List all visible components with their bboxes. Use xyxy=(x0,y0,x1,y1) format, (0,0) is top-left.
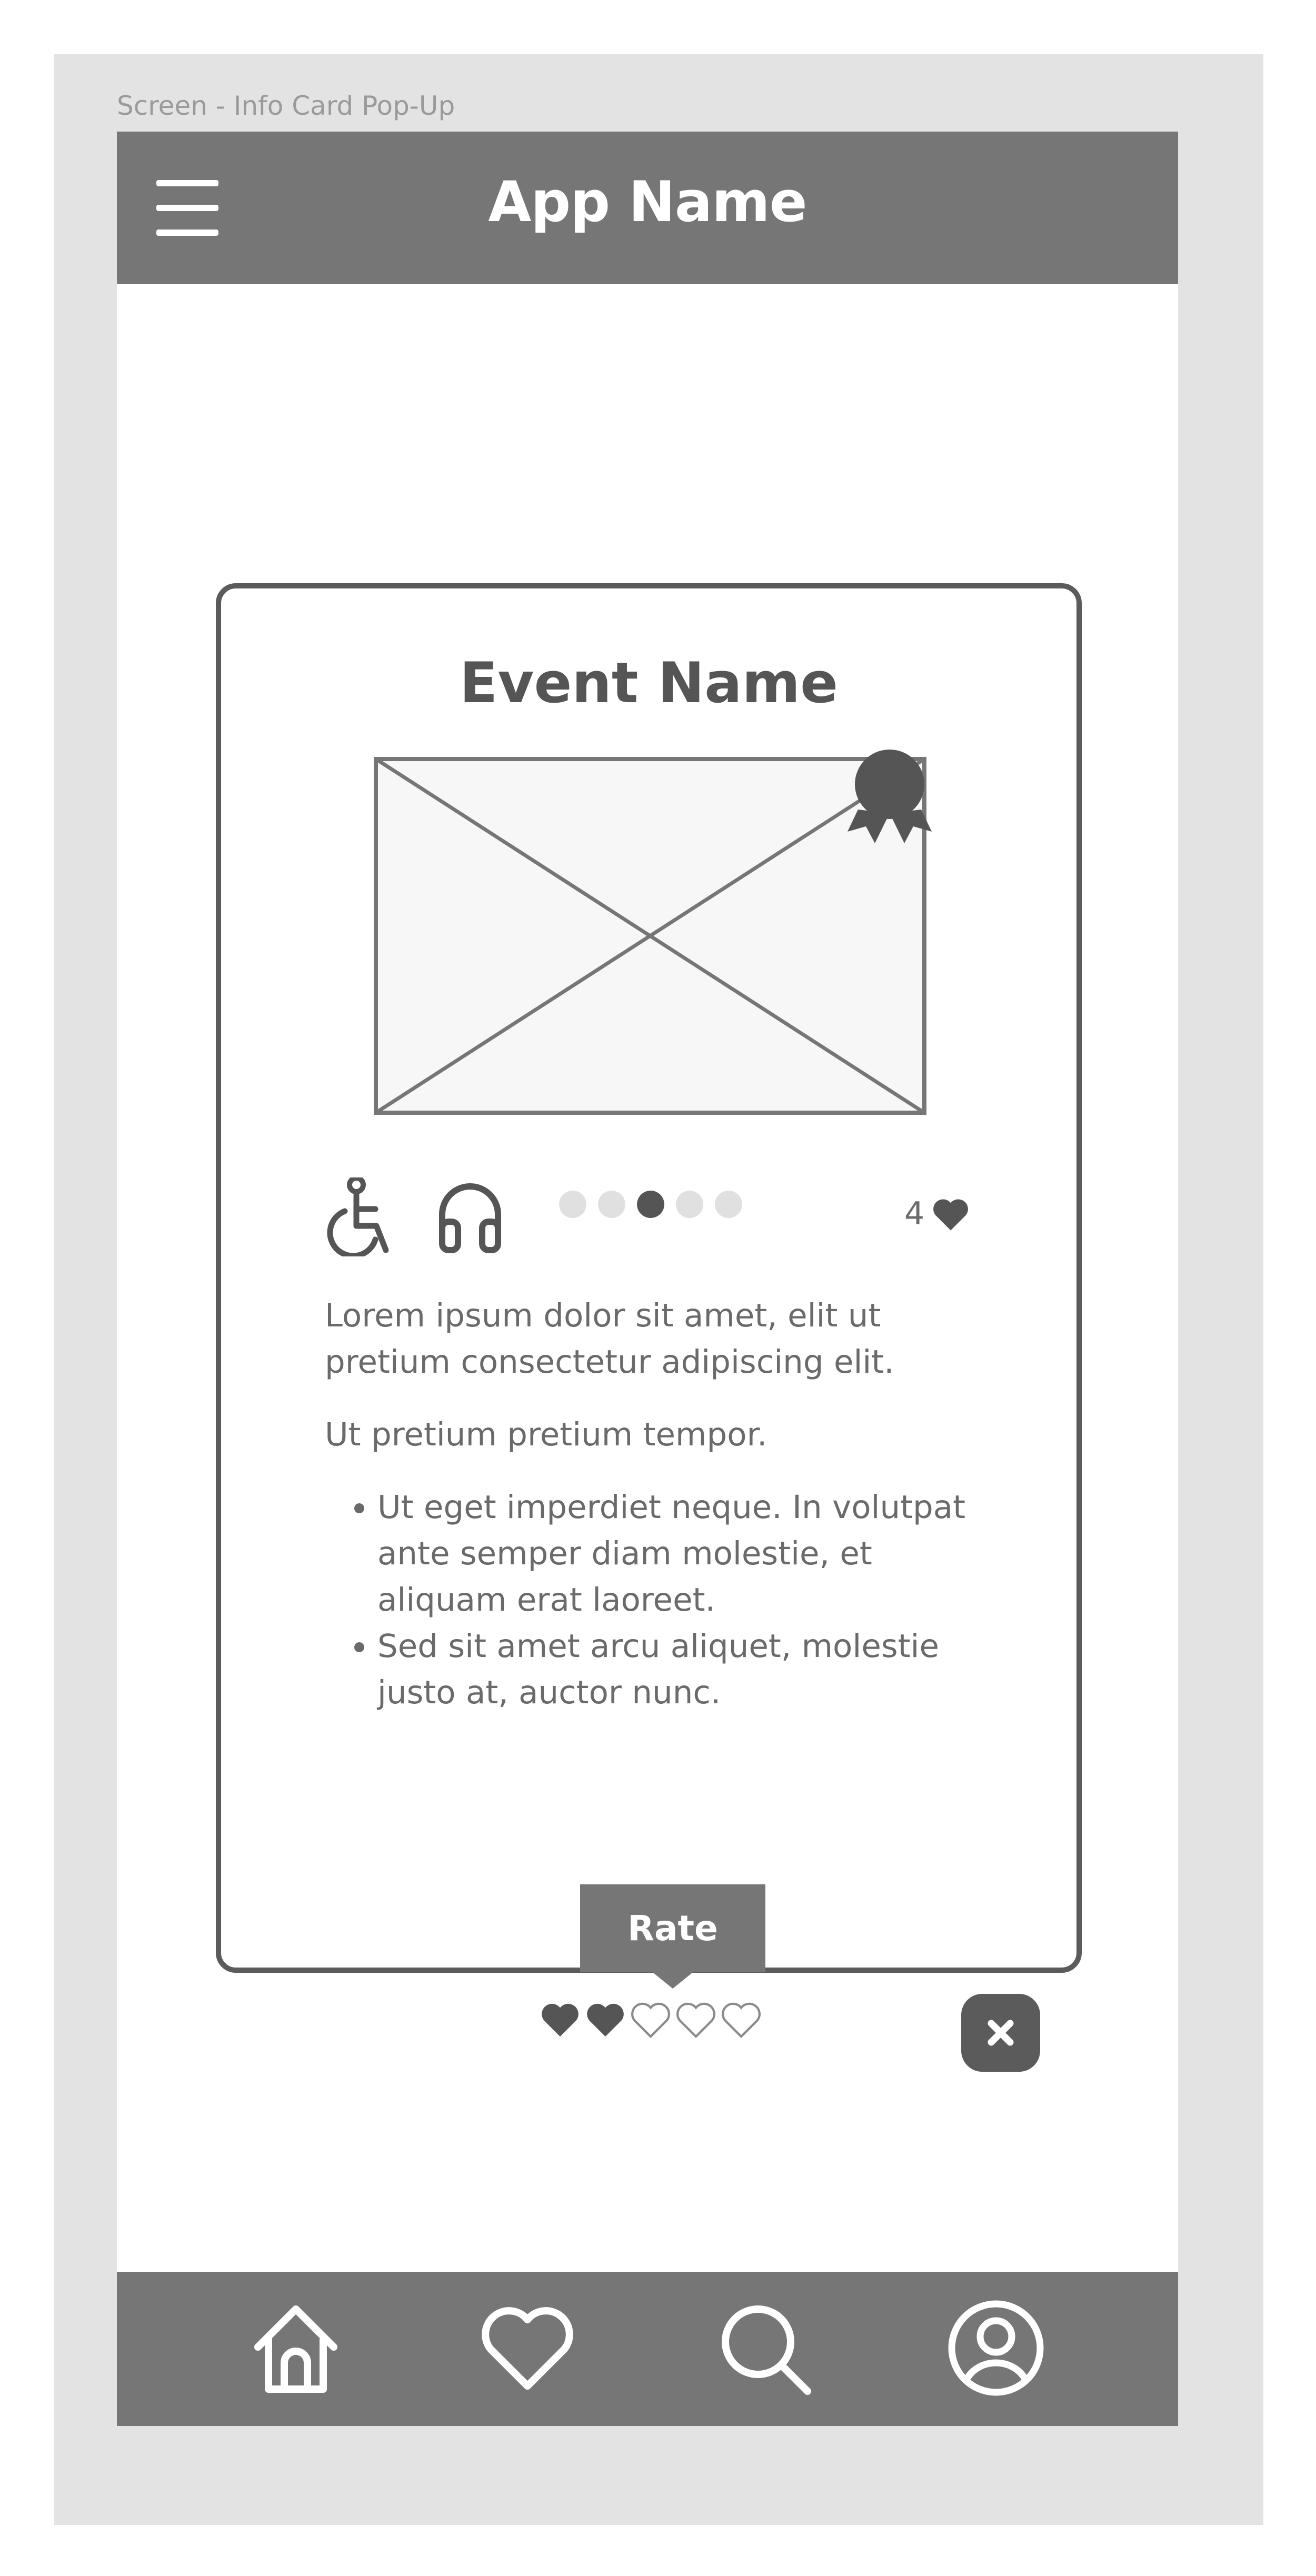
list-item: • Ut eget imperdiet neque. In volutpat ante semper diam molestie, et aliquam erat laoreet. xyxy=(377,1484,1009,1623)
close-button[interactable] xyxy=(961,1994,1040,2072)
likes-count-group xyxy=(904,1193,970,1235)
search-icon[interactable] xyxy=(712,2295,817,2401)
carousel-dot[interactable] xyxy=(598,1191,625,1218)
rating-hearts[interactable] xyxy=(539,2001,762,2039)
rating-heart-icon[interactable] xyxy=(720,2001,762,2039)
list-item: • Sed sit amet arcu aliquet, molestie justo at, auctor nunc. xyxy=(377,1623,1009,1716)
description-paragraph: Ut pretium pretium tempor. xyxy=(325,1416,767,1453)
rating-heart-icon[interactable] xyxy=(584,2001,626,2039)
award-ribbon-icon xyxy=(837,747,942,853)
headphones-icon xyxy=(436,1177,504,1256)
carousel-dot[interactable] xyxy=(715,1191,742,1218)
event-title: Event Name xyxy=(459,651,839,715)
heart-icon[interactable] xyxy=(475,2295,580,2401)
close-icon xyxy=(986,2018,1015,2048)
likes-count: 4 xyxy=(904,1195,925,1232)
rating-heart-icon[interactable] xyxy=(630,2001,672,2039)
app-header xyxy=(117,132,1178,284)
bottom-navigation xyxy=(117,2272,1178,2426)
screen-label: Screen - Info Card Pop-Up xyxy=(117,91,455,121)
rating-heart-icon[interactable] xyxy=(675,2001,717,2039)
info-card-popup xyxy=(216,583,1082,1973)
rate-tooltip-pointer xyxy=(651,1971,695,1989)
user-profile-icon[interactable] xyxy=(943,2295,1049,2401)
carousel-dot[interactable] xyxy=(676,1191,703,1218)
carousel-dot-active[interactable] xyxy=(637,1191,664,1218)
home-icon[interactable] xyxy=(243,2295,348,2401)
event-image-carousel[interactable] xyxy=(374,747,942,1116)
app-title: App Name xyxy=(488,169,807,234)
event-description xyxy=(325,1293,1009,1716)
carousel-dots[interactable] xyxy=(558,1189,747,1220)
rate-button[interactable]: Rate xyxy=(580,1884,765,1972)
description-paragraph: Lorem ipsum dolor sit amet, elit ut pretium consectetur adipiscing elit. xyxy=(325,1297,894,1381)
wheelchair-accessible-icon xyxy=(324,1177,392,1256)
description-bullet-list xyxy=(325,1484,1009,1716)
phone-screen xyxy=(117,132,1178,2426)
carousel-dot[interactable] xyxy=(559,1191,586,1218)
rating-heart-icon[interactable] xyxy=(539,2001,581,2039)
heart-icon xyxy=(932,1197,970,1231)
